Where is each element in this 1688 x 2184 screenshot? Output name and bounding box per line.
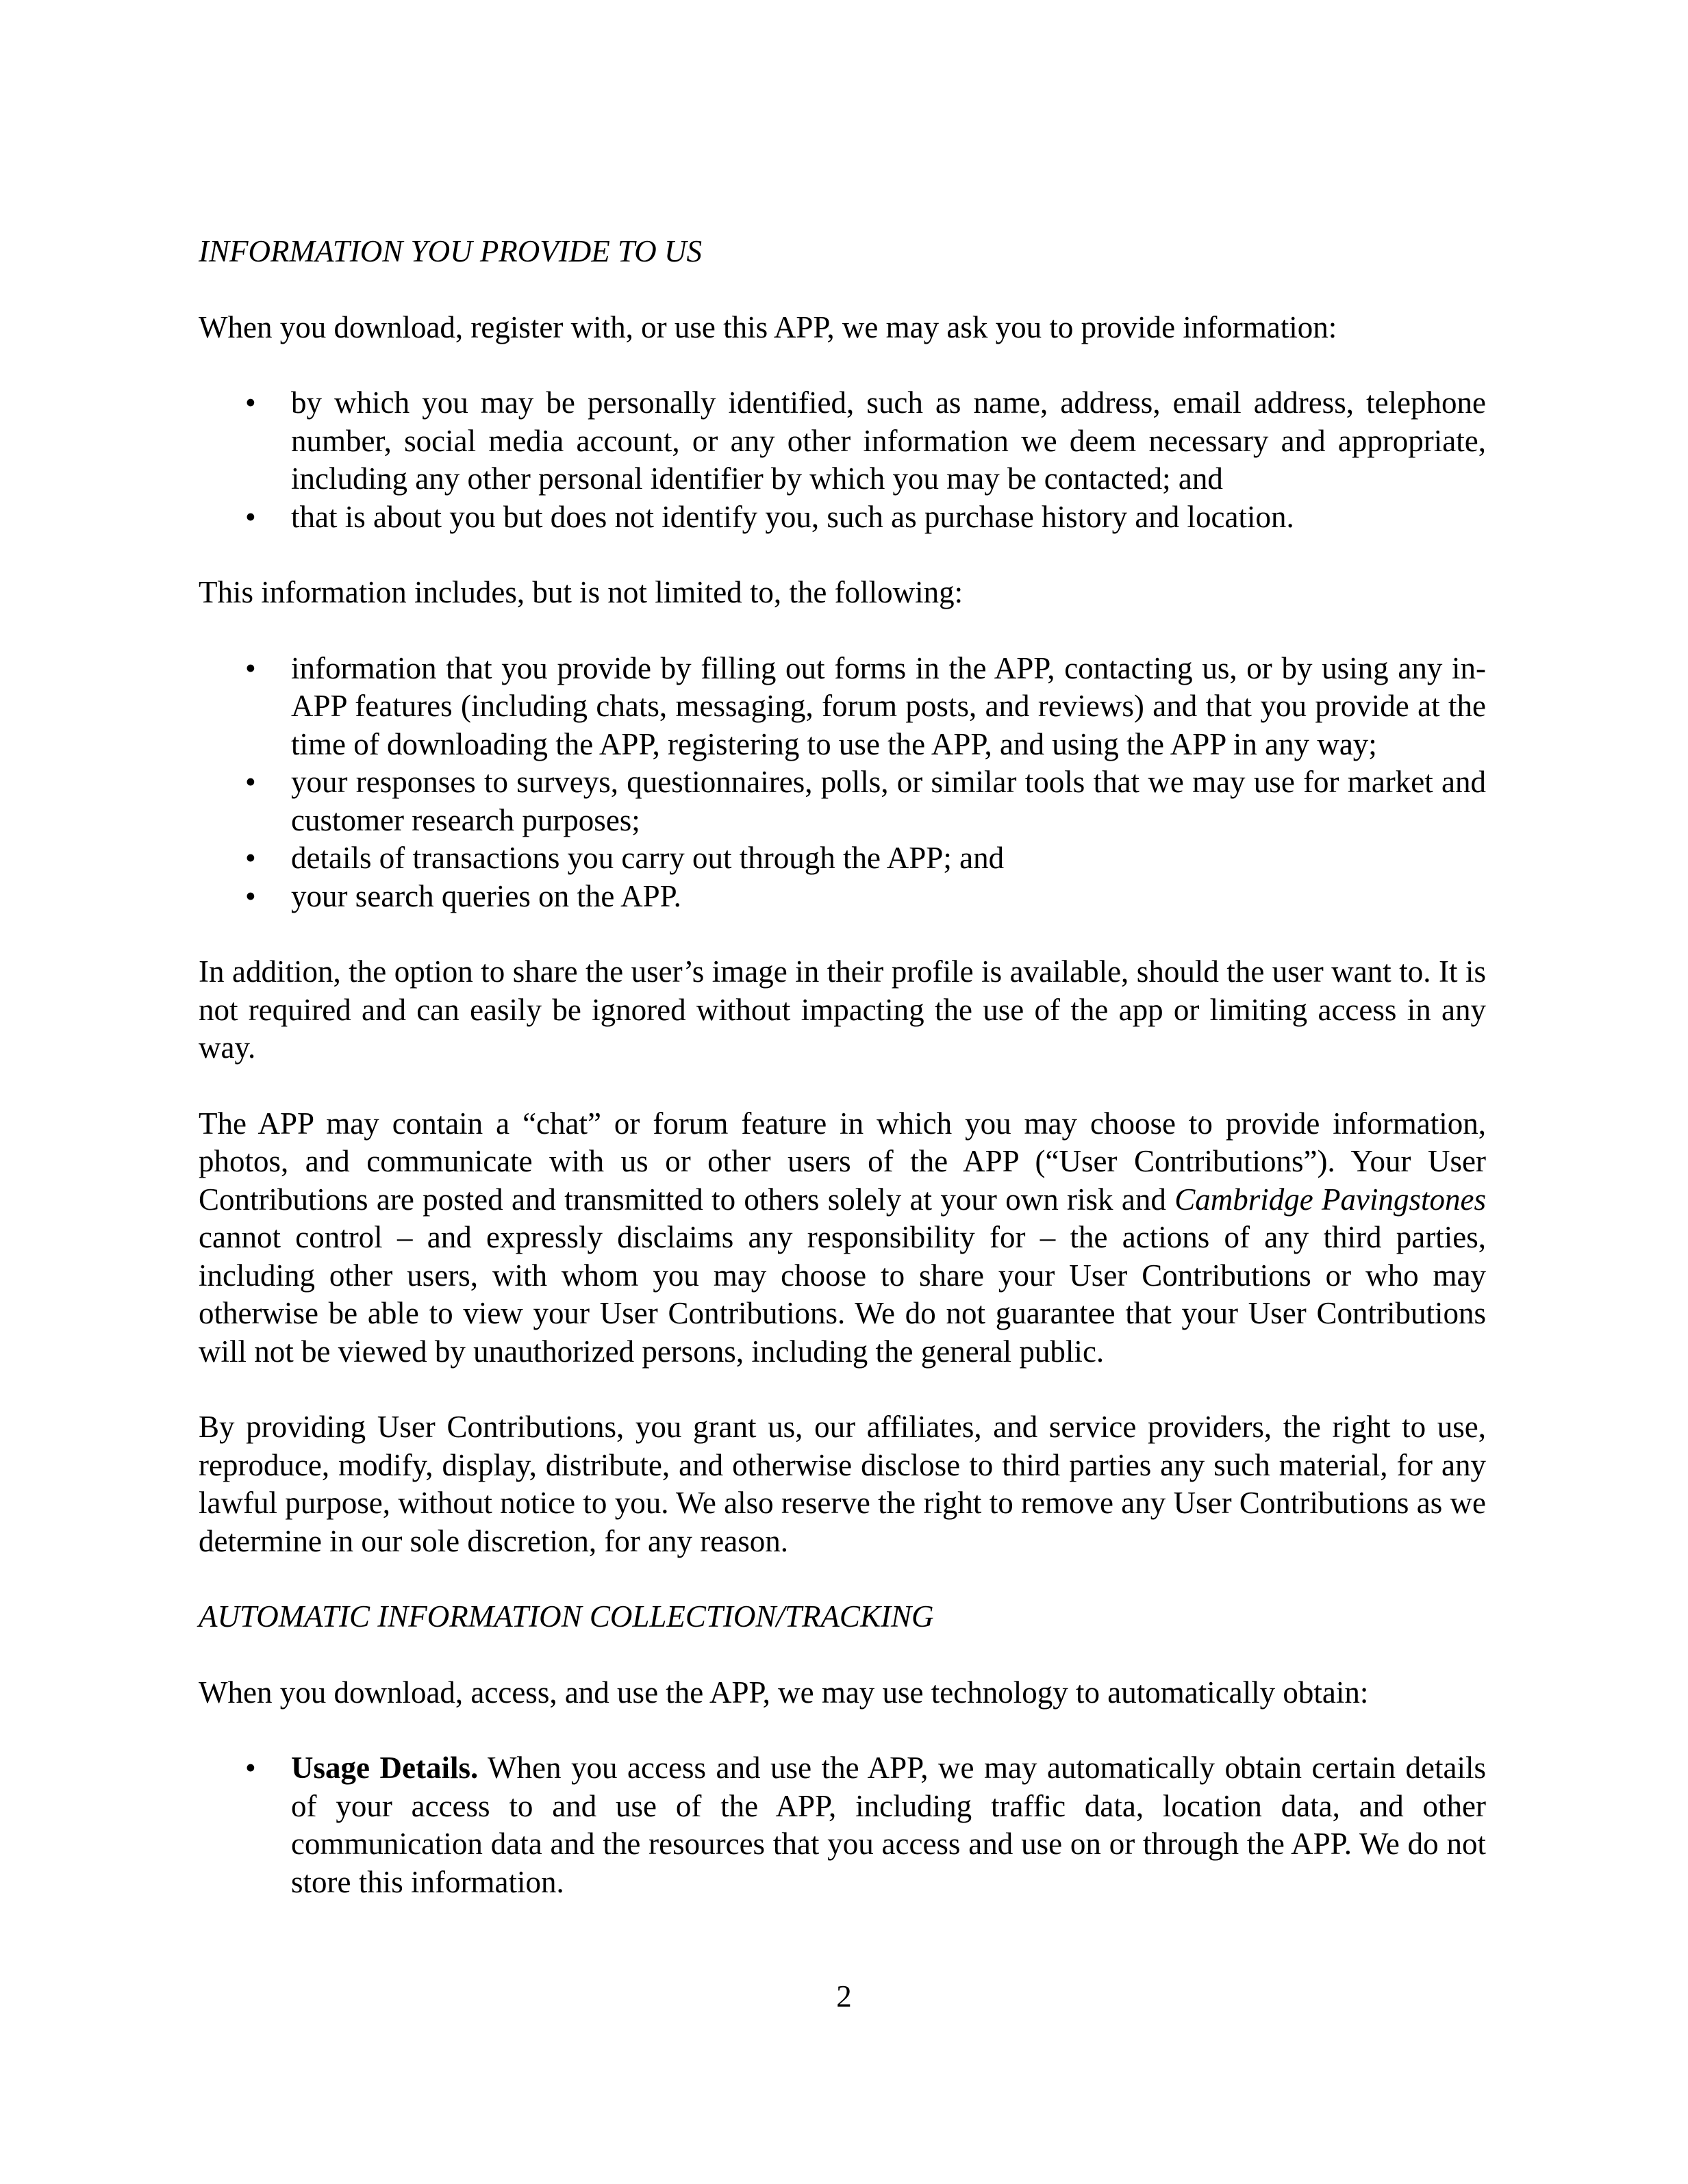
bullet-icon: • — [245, 1751, 256, 1785]
bullet-icon: • — [245, 650, 256, 685]
bullet-icon: • — [245, 765, 256, 799]
list-item: • your search queries on the APP. — [199, 878, 1486, 916]
bullet-icon: • — [245, 878, 256, 913]
section-heading-automatic-collection: AUTOMATIC INFORMATION COLLECTION/TRACKING — [199, 1599, 934, 1634]
bullet-icon: • — [245, 385, 256, 420]
document-page — [199, 233, 1486, 1939]
bullet-icon: • — [245, 841, 256, 875]
usage-details-label: Usage Details. — [291, 1751, 479, 1785]
list-item: • Usage Details. When you access and use the APP, we may automatically obtain certain details of your access to and use of the APP, including traffic data, location data, and other communication data and the resources that you access and use on or through the APP. We do not store this information. — [245, 1751, 1486, 1899]
bullet-list-info-types — [199, 384, 1486, 536]
list-item: • your responses to surveys, questionnaires, polls, or similar tools that we may use for market and customer research purposes; — [245, 765, 1486, 837]
paragraph-includes: This information includes, but is not limited to, the following: — [199, 575, 963, 609]
paragraph-automatic-intro: When you download, access, and use the APP, we may use technology to automatically obtain: — [199, 1675, 1369, 1710]
bullet-list-automatic — [199, 1749, 1486, 1901]
paragraph-grant-rights: By providing User Contributions, you grant us, our affiliates, and service providers, the right to use, reproduce, modify, display, distribute, and otherwise disclose to third parties any such material, for any lawful purpose, without notice to you. We also reserve the right to remove any User Contributions as we determine in our sole discretion, for any reason. — [199, 1410, 1486, 1558]
page-number: 2 — [836, 1979, 852, 2014]
paragraph-user-image: In addition, the option to share the user’s image in their profile is available, should the user want to. It is not required and can easily be ignored without impacting the use of the app or limiting access in any way. — [199, 954, 1486, 1065]
list-item: • that is about you but does not identify you, such as purchase history and location. — [199, 498, 1486, 537]
company-name: Cambridge Pavingstones — [1174, 1182, 1486, 1217]
list-item: • information that you provide by filling out forms in the APP, contacting us, or by using any in-APP features (including chats, messaging, forum posts, and reviews) and that you provide at the time of downloading the APP, registering to use the APP, and using the APP in any way; — [245, 650, 1486, 761]
list-item: • by which you may be personally identified, such as name, address, email address, telephone number, social media account, or any other information we deem necessary and appropriate, including any other personal identifier by which you may be contacted; and — [245, 385, 1486, 496]
paragraph-intro: When you download, register with, or use this APP, we may ask you to provide information: — [199, 309, 1337, 344]
section-heading-information-you-provide: INFORMATION YOU PROVIDE TO US — [199, 234, 702, 268]
bullet-list-info-includes — [199, 650, 1486, 916]
paragraph-chat-feature: The APP may contain a “chat” or forum feature in which you may choose to provide information, photos, and communicate with us or other users of the APP (“User Contributions”). Your User Contributions are posted and transmitted to others solely at your own risk and Cambridge Pavingstones cannot control – and expressly disclaims any responsibility for – the actions of any third parties, including other users, with whom you may choose to share your User Contributions or who may otherwise be able to view your User Contributions. We do not guarantee that your User Contributions will not be viewed by unauthorized persons, including the general public. — [199, 1106, 1486, 1369]
list-item: • details of transactions you carry out through the APP; and — [199, 839, 1486, 878]
bullet-icon: • — [245, 499, 256, 534]
